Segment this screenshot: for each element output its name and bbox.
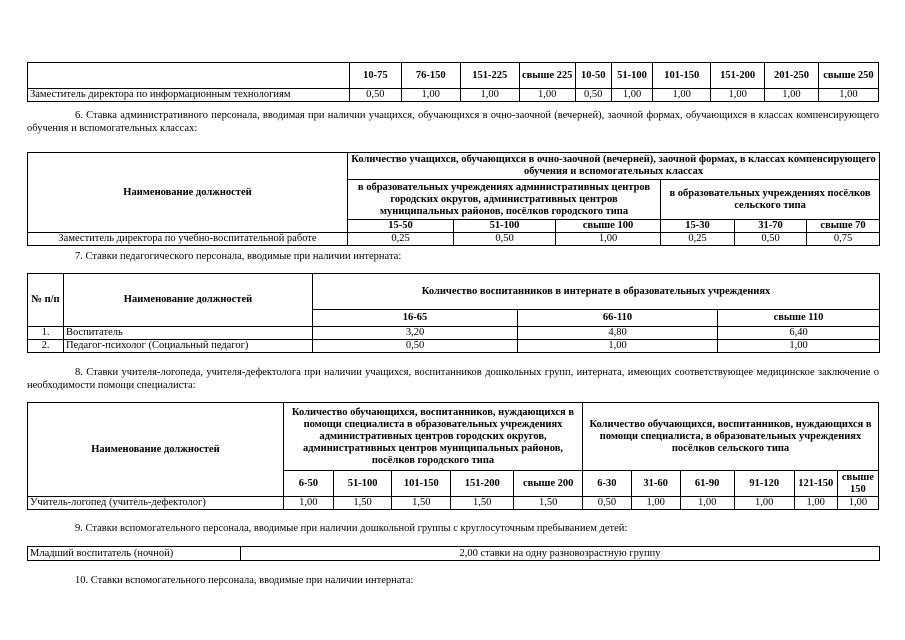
name-column-header: Наименование должностей	[28, 403, 284, 497]
column-header: 66-110	[518, 310, 718, 327]
column-header: 61-90	[680, 471, 734, 497]
group-header: Количество учащихся, обучающихся в очно-заочной (вечерней), заочной формах, в классах компенсирующего обучения и вспомогательных классах	[348, 153, 880, 180]
rate-cell: 1,00	[611, 89, 652, 102]
rate-cell: 1,00	[680, 497, 734, 510]
rate-cell: 1,00	[718, 340, 880, 353]
column-header: 121-150	[794, 471, 837, 497]
position-name: Заместитель директора по учебно-воспитательной работе	[28, 233, 348, 246]
rate-cell: 1,00	[734, 497, 794, 510]
rate-cell: 4,80	[518, 327, 718, 340]
rate-cell: 1,00	[519, 89, 575, 102]
paragraph-6: 6. Ставка административного персонала, вводимая при наличии учащихся, обучающихся в очно-заочной (вечерней), заочной формах, обучающихся в классах компенсирующего обучения и вспомогательных классах:	[27, 110, 879, 134]
table-speech-therapist	[27, 402, 879, 510]
rate-cell: 0,25	[348, 233, 454, 246]
column-header: свыше 70	[807, 220, 880, 233]
row-number: 2.	[28, 340, 64, 353]
column-header: 10-50	[575, 63, 611, 89]
paragraph-7: 7. Ставки педагогического персонала, вводимые при наличии интерната:	[75, 251, 402, 262]
column-header: 51-100	[611, 63, 652, 89]
table-row	[28, 89, 879, 102]
table-row	[28, 233, 880, 246]
column-header: 151-200	[711, 63, 765, 89]
header-empty-cell	[28, 63, 350, 89]
urban-subheader: в образовательных учреждениях административных центров городских округов, административных центров муниципальных районов, посёлков городского типа	[348, 180, 661, 220]
rate-cell: 3,20	[313, 327, 518, 340]
paragraph-8: 8. Ставки учителя-логопеда, учителя-дефектолога при наличии учащихся, воспитанников дошкольных групп, интерната, имеющих соответствующее медицинское заключение о необходимости помощи специалиста:	[27, 367, 879, 391]
column-header: 76-150	[401, 63, 460, 89]
rate-cell: 1,00	[765, 89, 819, 102]
column-header: 91-120	[734, 471, 794, 497]
rate-cell: 1,00	[794, 497, 837, 510]
rate-cell: 0,50	[575, 89, 611, 102]
rate-cell: 1,50	[514, 497, 583, 510]
row-number: 1.	[28, 327, 64, 340]
column-header: свыше 110	[718, 310, 880, 327]
rate-cell: 0,50	[583, 497, 632, 510]
table-row	[28, 340, 880, 353]
column-header: 51-100	[454, 220, 556, 233]
table-it-deputy	[27, 62, 879, 102]
column-header: 15-50	[348, 220, 454, 233]
rate-cell: 1,00	[401, 89, 460, 102]
number-column-header: № п/п	[28, 274, 64, 327]
position-name: Младший воспитатель (ночной)	[28, 547, 241, 561]
column-header: 15-30	[661, 220, 735, 233]
name-column-header: Наименование должностей	[64, 274, 313, 327]
rate-cell: 1,50	[333, 497, 392, 510]
rate-cell: 1,50	[392, 497, 451, 510]
column-header: свыше 200	[514, 471, 583, 497]
column-header: 10-75	[349, 63, 401, 89]
column-header: 6-50	[283, 471, 333, 497]
column-header: свыше 225	[519, 63, 575, 89]
rate-cell: 1,00	[283, 497, 333, 510]
table-row	[28, 327, 880, 340]
column-header: 101-150	[653, 63, 711, 89]
rate-cell: 1,00	[837, 497, 878, 510]
rate-cell: 1,50	[451, 497, 514, 510]
position-name: Воспитатель	[64, 327, 313, 340]
rural-group-header: Количество обучающихся, воспитанников, нуждающихся в помощи специалиста, в образовательных учреждениях посёлков сельского типа	[583, 403, 879, 471]
position-name: Учитель-логопед (учитель-дефектолог)	[28, 497, 284, 510]
table-row	[28, 497, 879, 510]
table-junior-educator	[27, 546, 880, 561]
rate-cell: 1,00	[556, 233, 661, 246]
group-header: Количество воспитанников в интернате в образовательных учреждениях	[313, 274, 880, 310]
position-name: Заместитель директора по информационным технологиям	[28, 89, 350, 102]
rate-cell: 6,40	[718, 327, 880, 340]
column-header: 16-65	[313, 310, 518, 327]
column-header: 151-225	[460, 63, 519, 89]
column-header: 101-150	[392, 471, 451, 497]
urban-group-header: Количество обучающихся, воспитанников, нуждающихся в помощи специалиста в образовательных учреждениях административных центров городских округов, административных центров муниципальных районов, посёлков городского типа	[283, 403, 582, 471]
position-name: Педагог-психолог (Социальный педагог)	[64, 340, 313, 353]
paragraph-9: 9. Ставки вспомогательного персонала, вводимые при наличии дошкольной группы с круглосуточным пребыванием детей:	[75, 523, 628, 534]
table-pedagogical-staff	[27, 273, 880, 353]
column-header: 31-60	[631, 471, 680, 497]
column-header: свыше 100	[556, 220, 661, 233]
rate-cell: 0,75	[807, 233, 880, 246]
rate-cell: 0,50	[349, 89, 401, 102]
rate-cell: 2,00 ставки на одну разновозрастную группу	[241, 547, 880, 561]
column-header: 201-250	[765, 63, 819, 89]
rate-cell: 0,50	[454, 233, 556, 246]
name-column-header: Наименование должностей	[28, 153, 348, 233]
column-header: 31-70	[735, 220, 807, 233]
rate-cell: 1,00	[818, 89, 878, 102]
table-row	[28, 547, 880, 561]
rate-cell: 1,00	[518, 340, 718, 353]
rate-cell: 0,50	[313, 340, 518, 353]
table-educational-deputy	[27, 152, 880, 246]
rate-cell: 0,50	[735, 233, 807, 246]
column-header: 151-200	[451, 471, 514, 497]
rate-cell: 1,00	[653, 89, 711, 102]
rate-cell: 1,00	[631, 497, 680, 510]
paragraph-10: 10. Ставки вспомогательного персонала, вводимые при наличии интерната:	[75, 575, 414, 586]
rate-cell: 0,25	[661, 233, 735, 246]
column-header: 6-30	[583, 471, 632, 497]
rural-subheader: в образовательных учреждениях посёлков сельского типа	[661, 180, 880, 220]
rate-cell: 1,00	[711, 89, 765, 102]
rate-cell: 1,00	[460, 89, 519, 102]
column-header: свыше 250	[818, 63, 878, 89]
column-header: свыше 150	[837, 471, 878, 497]
column-header: 51-100	[333, 471, 392, 497]
